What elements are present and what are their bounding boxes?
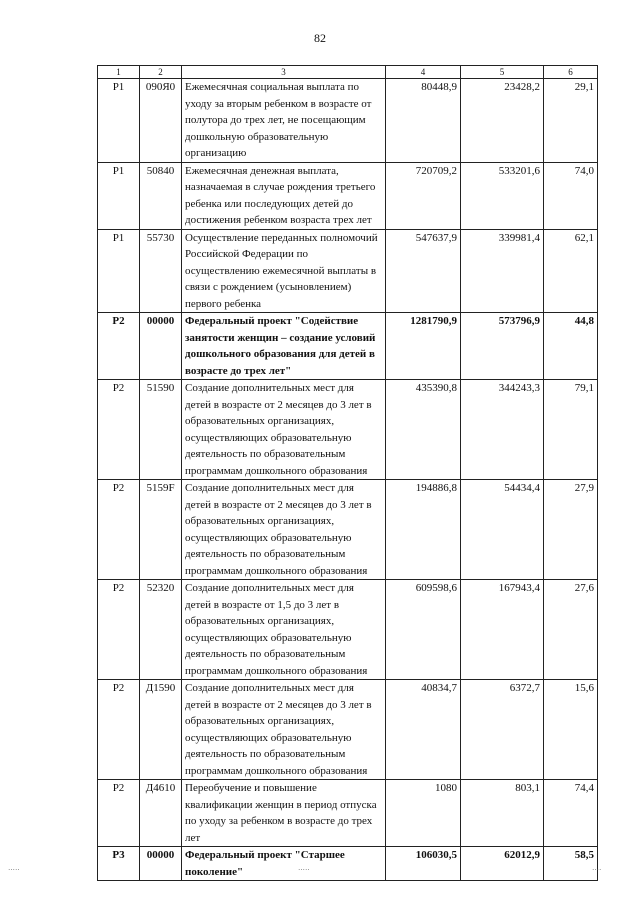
table-row — [98, 229, 598, 313]
section-code: P1 — [98, 79, 140, 163]
column-header-1: 1 — [98, 66, 140, 79]
page-number: 82 — [314, 31, 326, 45]
planned-amount: 609598,6 — [386, 580, 461, 680]
table-row — [98, 380, 598, 480]
section-code: P2 — [98, 380, 140, 480]
planned-amount: 40834,7 — [386, 680, 461, 780]
planned-amount: 194886,8 — [386, 480, 461, 580]
scan-artifact-center: ····· — [298, 866, 310, 874]
item-code: 5159F — [140, 480, 182, 580]
item-name: Создание дополнительных мест для детей в возрасте от 2 месяцев до 3 лет в образовательных организациях, осуществляющих образовательную деятельность по образовательным программам дошкольного образования — [182, 680, 386, 780]
table-row — [98, 580, 598, 680]
table-row — [98, 162, 598, 229]
item-name: Осуществление переданных полномочий Российской Федерации по осуществлению ежемесячной выплаты в связи с рождением (усыновлением) первого ребенка — [182, 229, 386, 313]
section-code: P2 — [98, 313, 140, 380]
execution-percent: 27,6 — [544, 580, 598, 680]
executed-amount: 167943,4 — [461, 580, 544, 680]
execution-percent: 58,5 — [544, 847, 598, 881]
execution-percent: 62,1 — [544, 229, 598, 313]
item-code: 00000 — [140, 847, 182, 881]
execution-percent: 44,8 — [544, 313, 598, 380]
planned-amount: 1281790,9 — [386, 313, 461, 380]
scan-artifact-right: ···· — [592, 866, 602, 874]
section-code: P2 — [98, 580, 140, 680]
item-name: Федеральный проект "Старшее поколение" — [182, 847, 386, 881]
item-code: 55730 — [140, 229, 182, 313]
planned-amount: 720709,2 — [386, 162, 461, 229]
table-row — [98, 480, 598, 580]
table-row-project — [98, 313, 598, 380]
table-row — [98, 780, 598, 847]
executed-amount: 339981,4 — [461, 229, 544, 313]
item-name: Создание дополнительных мест для детей в возрасте от 2 месяцев до 3 лет в образовательных организациях, осуществляющих образовательную деятельность по образовательным программам дошкольного образования — [182, 380, 386, 480]
table-row — [98, 79, 598, 163]
item-name: Ежемесячная социальная выплата по уходу за вторым ребенком в возрасте от полутора до трех лет, не посещающим дошкольную образовательную организацию — [182, 79, 386, 163]
executed-amount: 803,1 — [461, 780, 544, 847]
item-name: Переобучение и повышение квалификации женщин в период отпуска по уходу за ребенком в возрасте до трех лет — [182, 780, 386, 847]
item-code: Д4610 — [140, 780, 182, 847]
scan-artifact-left: ····· — [8, 866, 20, 874]
section-code: P2 — [98, 680, 140, 780]
executed-amount: 6372,7 — [461, 680, 544, 780]
planned-amount: 106030,5 — [386, 847, 461, 881]
item-code: 51590 — [140, 380, 182, 480]
planned-amount: 80448,9 — [386, 79, 461, 163]
executed-amount: 23428,2 — [461, 79, 544, 163]
section-code: P2 — [98, 480, 140, 580]
execution-percent: 74,0 — [544, 162, 598, 229]
planned-amount: 435390,8 — [386, 380, 461, 480]
section-code: P1 — [98, 162, 140, 229]
item-code: 00000 — [140, 313, 182, 380]
item-name: Федеральный проект "Содействие занятости женщин – создание условий дошкольного образования для детей в возрасте до трех лет" — [182, 313, 386, 380]
budget-table — [97, 65, 598, 881]
execution-percent: 29,1 — [544, 79, 598, 163]
item-code: 52320 — [140, 580, 182, 680]
executed-amount: 62012,9 — [461, 847, 544, 881]
item-code: Д1590 — [140, 680, 182, 780]
item-name: Создание дополнительных мест для детей в возрасте от 2 месяцев до 3 лет в образовательных организациях, осуществляющих образовательную деятельность по образовательным программам дошкольного образования — [182, 480, 386, 580]
executed-amount: 54434,4 — [461, 480, 544, 580]
column-header-4: 4 — [386, 66, 461, 79]
item-name: Создание дополнительных мест для детей в возрасте от 1,5 до 3 лет в образовательных организациях, осуществляющих образовательную деятельность по образовательным программам дошкольного образования — [182, 580, 386, 680]
column-header-5: 5 — [461, 66, 544, 79]
item-code: 090Я0 — [140, 79, 182, 163]
column-header-3: 3 — [182, 66, 386, 79]
execution-percent: 15,6 — [544, 680, 598, 780]
item-code: 50840 — [140, 162, 182, 229]
table-row-project — [98, 847, 598, 881]
item-name: Ежемесячная денежная выплата, назначаемая в случае рождения третьего ребенка или последующих детей до достижения ребенком возраста трех лет — [182, 162, 386, 229]
section-code: P2 — [98, 780, 140, 847]
table-row — [98, 680, 598, 780]
planned-amount: 547637,9 — [386, 229, 461, 313]
execution-percent: 79,1 — [544, 380, 598, 480]
table-header-row — [98, 66, 598, 79]
execution-percent: 74,4 — [544, 780, 598, 847]
column-header-2: 2 — [140, 66, 182, 79]
section-code: P3 — [98, 847, 140, 881]
execution-percent: 27,9 — [544, 480, 598, 580]
executed-amount: 573796,9 — [461, 313, 544, 380]
section-code: P1 — [98, 229, 140, 313]
executed-amount: 344243,3 — [461, 380, 544, 480]
executed-amount: 533201,6 — [461, 162, 544, 229]
column-header-6: 6 — [544, 66, 598, 79]
planned-amount: 1080 — [386, 780, 461, 847]
